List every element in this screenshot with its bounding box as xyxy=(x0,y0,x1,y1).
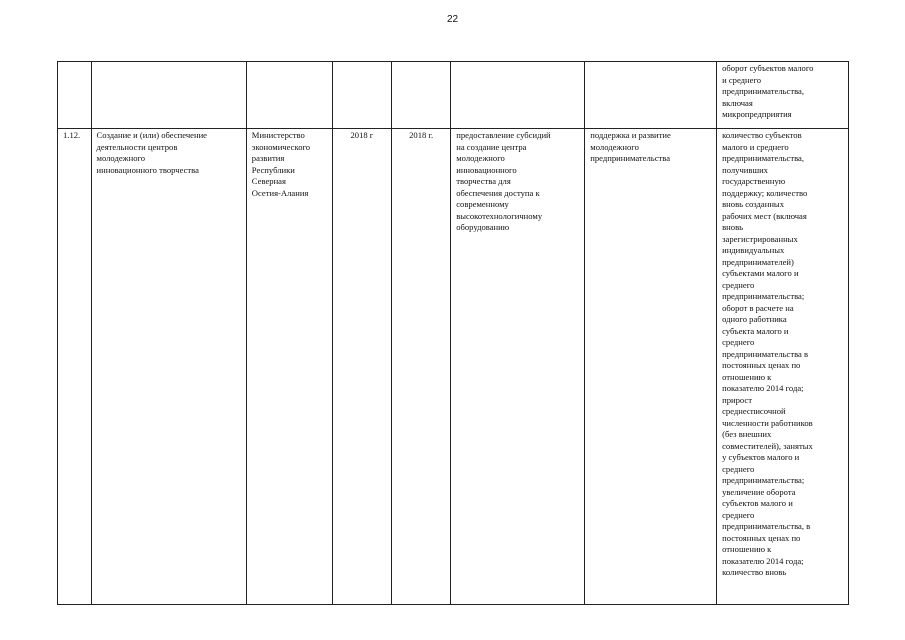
cell-executor xyxy=(246,62,332,129)
page-number: 22 xyxy=(446,14,459,25)
cell-content xyxy=(451,62,585,129)
cell-content: предоставление субсидий на создание центра молодежного инновационного творчества для обеспечения доступа к современному высокотехнологичному оборудованию xyxy=(451,129,585,605)
cell-start-year xyxy=(332,62,391,129)
cell-number xyxy=(58,62,92,129)
cell-indicators: количество субъектов малого и среднего предпринимательства, получивших государственную поддержку; количество вновь созданных рабочих мест (включая вновь зарегистрированных индивидуальных предпринимателей) субъектами малого и среднего предпринимательства; оборот в расчете на одного работника субъекта малого и среднего предпринимательства в постоянных ценах по отношению к показателю 2014 года; прирост среднесписочной численности работников (без внешних совместителей), занятых у субъектов малого и среднего предпринимательства; увеличение оборота субъектов малого и среднего предпринимательства, в постоянных ценах по отношению к показателю 2014 года; количество вновь xyxy=(717,129,849,605)
cell-end-year: 2018 г. xyxy=(392,129,451,605)
cell-number: 1.12. xyxy=(58,129,92,605)
cell-goal xyxy=(585,62,717,129)
cell-measure: Создание и (или) обеспечение деятельности центров молодежного инновационного творчества xyxy=(91,129,246,605)
table-row xyxy=(58,62,849,129)
table-row xyxy=(58,129,849,605)
cell-end-year xyxy=(392,62,451,129)
cell-measure xyxy=(91,62,246,129)
measures-table xyxy=(57,61,849,605)
cell-indicators: оборот субъектов малого и среднего предпринимательства, включая микропредприятия xyxy=(717,62,849,129)
cell-goal: поддержка и развитие молодежного предпринимательства xyxy=(585,129,717,605)
cell-executor: Министерство экономического развития Республики Северная Осетия-Алания xyxy=(246,129,332,605)
cell-start-year: 2018 г xyxy=(332,129,391,605)
